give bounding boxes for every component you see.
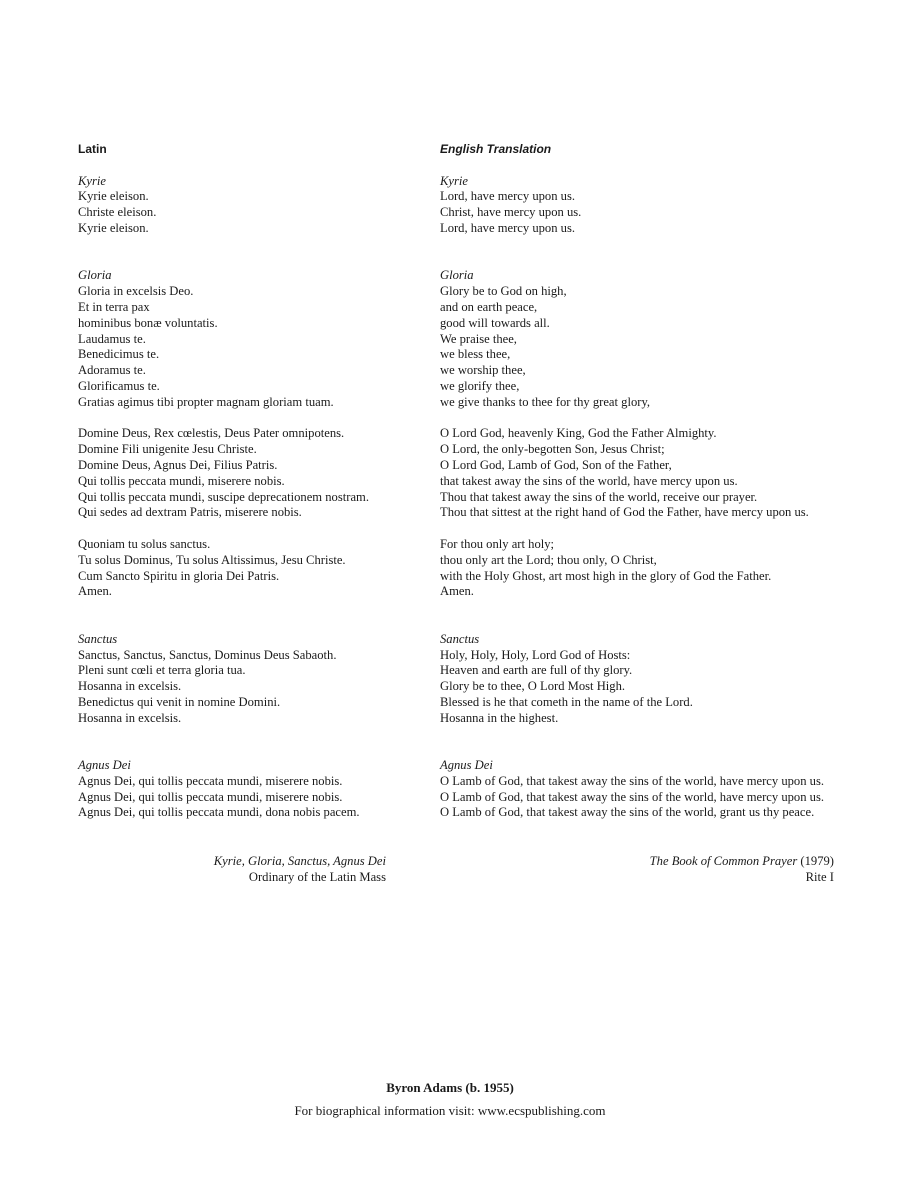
text-line: Hosanna in excelsis. [78,710,182,725]
english-column-header: English Translation [440,142,552,156]
latin-sections [78,174,398,822]
text-line: Pleni sunt cœli et terra gloria tua. [78,663,246,678]
text-line: Hosanna in the highest. [440,710,559,725]
text-line: Domine Fili unigenite Jesu Christe. [78,442,257,457]
text-line: Lord, have mercy upon us. [440,189,575,204]
text-line: O Lamb of God, that takest away the sins of the world, grant us thy peace. [440,805,815,820]
english-source-title-line [414,854,834,870]
latin-section [78,758,398,821]
text-line: Kyrie eleison. [78,189,149,204]
text-line: Kyrie eleison. [78,220,149,235]
text-line: good will towards all. [440,315,550,330]
text-line: Agnus Dei, qui tollis peccata mundi, dona nobis pacem. [78,805,360,820]
text-line: we bless thee, [440,347,511,362]
text-line: hominibus bonæ voluntatis. [78,315,218,330]
text-line: O Lord, the only-begotten Son, Jesus Christ; [440,442,665,457]
section-title: Gloria [78,268,112,283]
text-line: Gloria in excelsis Deo. [78,284,194,299]
section-title: Kyrie [78,173,106,188]
english-section [440,268,860,410]
text-line: Thou that sittest at the right hand of God the Father, have mercy upon us. [440,505,809,520]
text-line: Thou that takest away the sins of the world, receive our prayer. [440,489,758,504]
text-line: we give thanks to thee for thy great glory, [440,394,651,409]
text-line: Quoniam tu solus sanctus. [78,536,211,551]
text-line: Hosanna in excelsis. [78,679,182,694]
english-section [440,632,860,727]
text-line: Christe eleison. [78,205,157,220]
text-line: Cum Sancto Spiritu in gloria Dei Patris. [78,568,280,583]
section-title: Sanctus [78,631,118,646]
section-title: Gloria [440,268,474,283]
text-line: Domine Deus, Agnus Dei, Filius Patris. [78,457,278,472]
text-line: Qui tollis peccata mundi, miserere nobis. [78,473,285,488]
text-line: For thou only art holy; [440,536,555,551]
latin-column [78,142,398,821]
text-line: Gratias agimus tibi propter magnam gloriam tuam. [78,394,334,409]
latin-column-header: Latin [78,142,107,156]
latin-section [78,174,398,237]
text-line: Domine Deus, Rex cœlestis, Deus Pater omnipotens. [78,426,345,441]
english-source-subtitle: Rite I [805,869,834,884]
text-line: O Lord God, heavenly King, God the Father Almighty. [440,426,717,441]
text-line: Amen. [440,584,474,599]
text-line: Tu solus Dominus, Tu solus Altissimus, Jesu Christe. [78,552,346,567]
text-line: thou only art the Lord; thou only, O Christ, [440,552,657,567]
text-line: Et in terra pax [78,299,150,314]
text-line: Holy, Holy, Holy, Lord God of Hosts: [440,647,631,662]
text-line: O Lord God, Lamb of God, Son of the Father, [440,457,672,472]
english-source-year: (1979) [797,854,834,868]
text-line: Heaven and earth are full of thy glory. [440,663,633,678]
latin-source-title: Kyrie, Gloria, Sanctus, Agnus Dei [213,854,386,868]
text-line: Lord, have mercy upon us. [440,220,575,235]
text-line: O Lamb of God, that takest away the sins of the world, have mercy upon us. [440,773,825,788]
section-title: Kyrie [440,173,468,188]
text-line: Benedictus qui venit in nomine Domini. [78,694,281,709]
text-line: We praise thee, [440,331,517,346]
english-section [440,537,860,600]
text-line: Blessed is he that cometh in the name of the Lord. [440,694,693,709]
text-line: Benedicimus te. [78,347,160,362]
section-title: Agnus Dei [78,758,131,773]
latin-source-subtitle: Ordinary of the Latin Mass [248,869,386,884]
english-column [440,142,860,821]
text-line: with the Holy Ghost, art most high in the glory of God the Father. [440,568,772,583]
latin-section [78,426,398,521]
text-line: Adoramus te. [78,363,146,378]
text-line: Glorificamus te. [78,378,160,393]
text-line: and on earth peace, [440,299,538,314]
section-title: Agnus Dei [440,758,493,773]
english-source-title: The Book of Common Prayer [649,854,798,868]
english-section [440,426,860,521]
text-line: Laudamus te. [78,331,146,346]
text-line: Glory be to God on high, [440,284,567,299]
latin-section [78,537,398,600]
section-title: Sanctus [440,631,480,646]
text-line: Amen. [78,584,112,599]
english-source [414,854,834,886]
text-line: we worship thee, [440,363,526,378]
text-line: Glory be to thee, O Lord Most High. [440,679,626,694]
latin-section [78,632,398,727]
biographical-info: For biographical information visit: www.ecspublishing.com [294,1103,606,1118]
text-line: Sanctus, Sanctus, Sanctus, Dominus Deus Sabaoth. [78,647,337,662]
english-sections [440,174,860,822]
latin-source [66,854,386,886]
text-line: Agnus Dei, qui tollis peccata mundi, miserere nobis. [78,773,343,788]
text-line: we glorify thee, [440,378,520,393]
text-line: Qui tollis peccata mundi, suscipe deprecationem nostram. [78,489,369,504]
text-line: that takest away the sins of the world, have mercy upon us. [440,473,738,488]
latin-section [78,268,398,410]
text-line: Qui sedes ad dextram Patris, miserere nobis. [78,505,302,520]
english-section [440,174,860,237]
text-line: Christ, have mercy upon us. [440,205,582,220]
text-line: O Lamb of God, that takest away the sins of the world, have mercy upon us. [440,789,825,804]
text-line: Agnus Dei, qui tollis peccata mundi, miserere nobis. [78,789,343,804]
english-section [440,758,860,821]
composer-name: Byron Adams (b. 1955) [386,1080,514,1095]
